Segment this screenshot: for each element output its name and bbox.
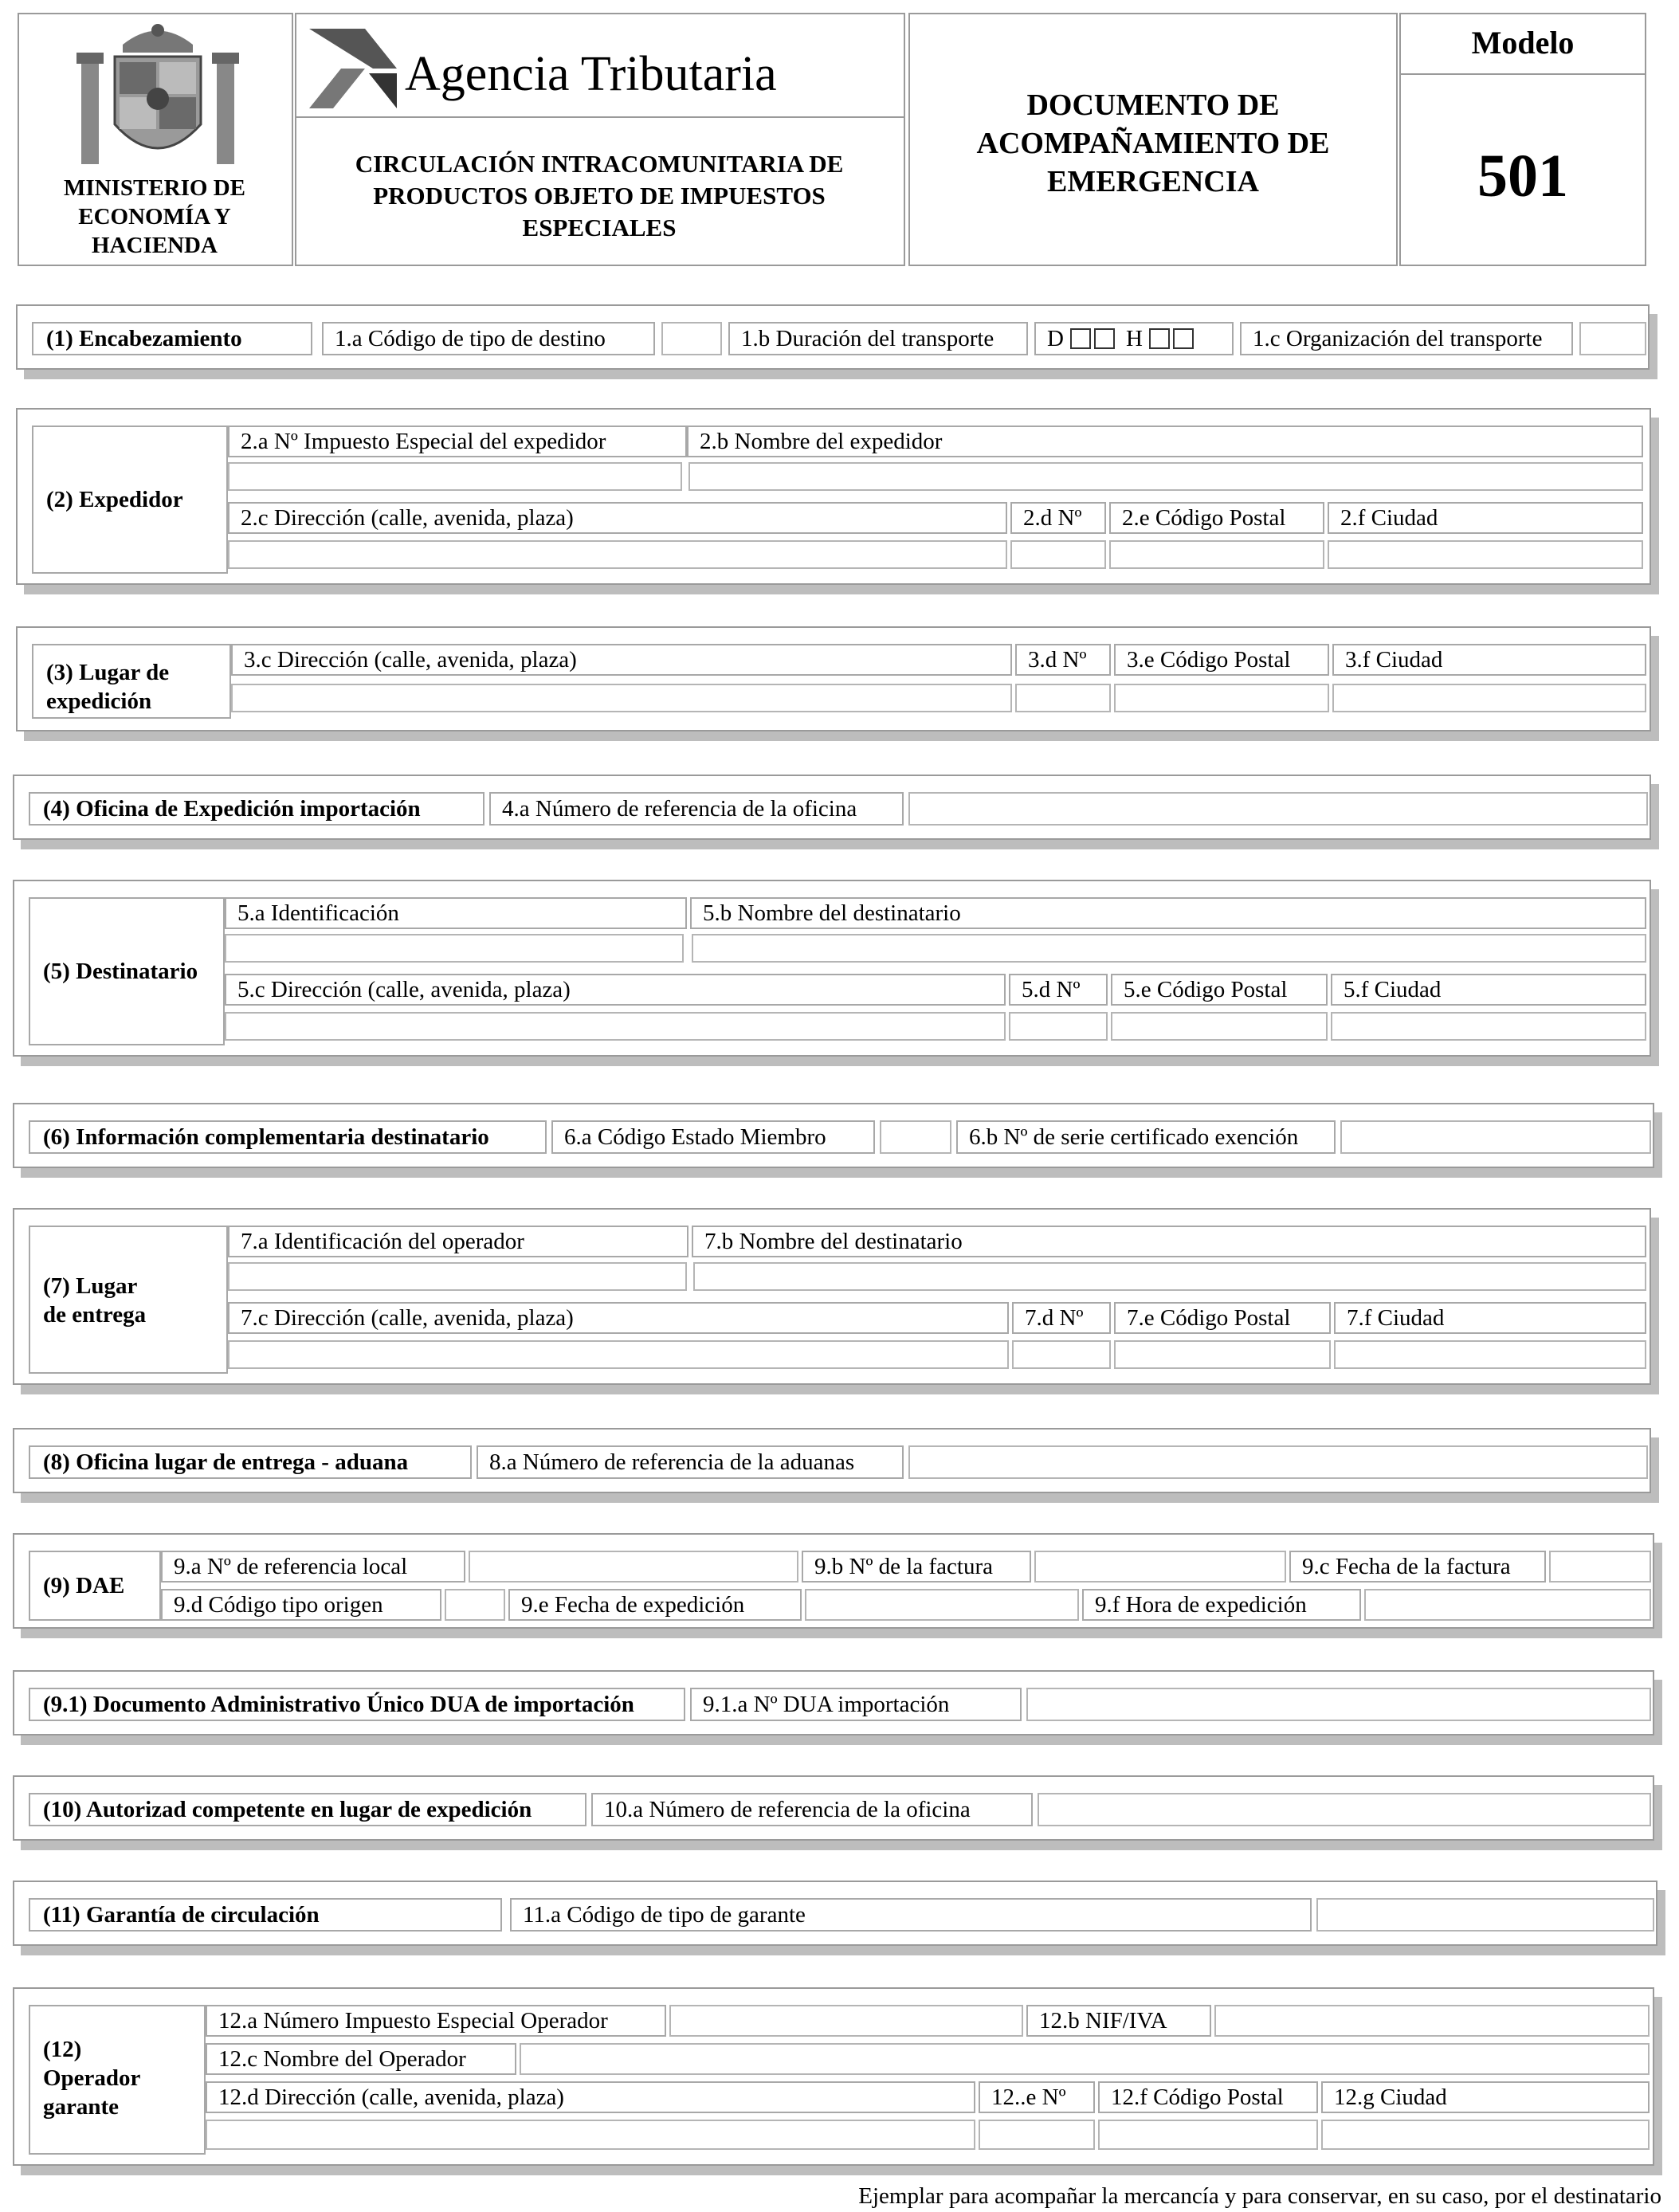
label-12g: 12.g Ciudad	[1321, 2081, 1650, 2113]
checkbox-dias-2[interactable]	[1094, 328, 1115, 349]
label-12a: 12.a Número Impuesto Especial Operador	[206, 2005, 666, 2037]
section-11-garantia	[13, 1881, 1657, 1946]
checkbox-horas-2[interactable]	[1173, 328, 1194, 349]
label-5b: 5.b Nombre del destinatario	[690, 897, 1646, 929]
label-5f: 5.f Ciudad	[1331, 974, 1646, 1006]
input-8a-referencia-aduanas[interactable]	[908, 1445, 1648, 1479]
input-2f-ciudad[interactable]	[1328, 540, 1643, 569]
input-5f-ciudad[interactable]	[1331, 1012, 1646, 1041]
modelo-divider	[1401, 73, 1645, 75]
input-5b-nombre-destinatario[interactable]	[692, 934, 1646, 963]
section-12-title	[29, 2005, 206, 2155]
section-3-title	[32, 644, 231, 719]
label-horas: H	[1125, 325, 1143, 351]
agency-name: Agencia Tributaria	[405, 47, 777, 101]
label-2d: 2.d Nº	[1010, 502, 1106, 534]
input-2a-impuesto-expedidor[interactable]	[228, 462, 682, 491]
input-7e-codigo-postal[interactable]	[1114, 1340, 1331, 1369]
footer-note: Ejemplar para acompañar la mercancía y para conservar, en su caso, por el destinatario	[858, 2183, 1661, 2209]
section-2-expedidor	[16, 408, 1651, 585]
label-3c: 3.c Dirección (calle, avenida, plaza)	[231, 644, 1012, 676]
label-6b: 6.b Nº de serie certificado exención	[956, 1120, 1336, 1154]
header-ministry-box	[18, 13, 293, 266]
label-12e: 12..e Nº	[979, 2081, 1095, 2113]
header-agency-box	[295, 13, 905, 266]
coat-of-arms-emblem	[75, 21, 241, 172]
input-2e-codigo-postal[interactable]	[1109, 540, 1324, 569]
input-12d-direccion[interactable]	[206, 2120, 975, 2150]
input-9a-referencia-local[interactable]	[469, 1551, 798, 1583]
label-10a: 10.a Número de referencia de la oficina	[591, 1793, 1033, 1826]
input-2d-numero[interactable]	[1010, 540, 1106, 569]
section-3-title-line2: expedición	[46, 688, 152, 714]
label-7a: 7.a Identificación del operador	[228, 1226, 688, 1257]
label-8a: 8.a Número de referencia de la aduanas	[477, 1445, 904, 1479]
label-6a: 6.a Código Estado Miembro	[551, 1120, 875, 1154]
section-4-oficina-expedicion	[13, 775, 1651, 840]
input-12a-impuesto-operador[interactable]	[669, 2005, 1023, 2037]
label-3d: 3.d Nº	[1015, 644, 1111, 676]
section-10-title: (10) Autorizad competente en lugar de expedición	[29, 1793, 586, 1826]
section-1-encabezamiento	[16, 304, 1650, 370]
label-7e: 7.e Código Postal	[1114, 1302, 1331, 1334]
label-12d: 12.d Dirección (calle, avenida, plaza)	[206, 2081, 975, 2113]
input-9e-fecha-expedicion[interactable]	[805, 1589, 1079, 1621]
label-9e: 9.e Fecha de expedición	[508, 1589, 802, 1621]
label-2a: 2.a Nº Impuesto Especial del expedidor	[228, 426, 687, 457]
agency-divider	[296, 116, 904, 118]
section-12-title-line1: (12)	[43, 2037, 82, 2062]
section-8-title: (8) Oficina lugar de entrega - aduana	[29, 1445, 472, 1479]
label-5d: 5.d Nº	[1009, 974, 1108, 1006]
header-modelo-box	[1399, 13, 1646, 266]
input-3d-numero[interactable]	[1015, 684, 1111, 712]
section-12-title-line2: Operador	[43, 2065, 141, 2091]
label-5e: 5.e Código Postal	[1111, 974, 1328, 1006]
label-12c: 12.c Nombre del Operador	[206, 2043, 516, 2075]
section-9-title-text: (9) DAE	[43, 1572, 125, 1598]
label-7d: 7.d Nº	[1012, 1302, 1111, 1334]
label-1a: 1.a Código de tipo de destino	[322, 322, 655, 355]
section-2-title	[32, 426, 228, 574]
input-5d-numero[interactable]	[1009, 1012, 1108, 1041]
input-12c-nombre-operador[interactable]	[520, 2043, 1650, 2075]
label-5c: 5.c Dirección (calle, avenida, plaza)	[225, 974, 1006, 1006]
input-6a-codigo-estado-miembro[interactable]	[880, 1120, 951, 1154]
input-12g-ciudad[interactable]	[1321, 2120, 1650, 2150]
input-9c-fecha-factura[interactable]	[1549, 1551, 1651, 1583]
label-9a: 9.a Nº de referencia local	[161, 1551, 465, 1583]
label-11a: 11.a Código de tipo de garante	[510, 1898, 1312, 1932]
section-7-title	[29, 1226, 228, 1374]
label-2e: 2.e Código Postal	[1109, 502, 1324, 534]
label-1b: 1.b Duración del transporte	[728, 322, 1028, 355]
checkbox-horas-1[interactable]	[1149, 328, 1170, 349]
section-2-title-text: (2) Expedidor	[46, 486, 183, 512]
label-9-1a: 9.1.a Nº DUA importación	[690, 1688, 1022, 1721]
input-12f-codigo-postal[interactable]	[1098, 2120, 1318, 2150]
duracion-checkbox-group	[1034, 322, 1234, 355]
label-9b: 9.b Nº de la factura	[802, 1551, 1031, 1583]
section-7-title-line2: de entrega	[43, 1302, 147, 1328]
label-1c: 1.c Organización del transporte	[1240, 322, 1573, 355]
input-7a-identificacion-operador[interactable]	[228, 1262, 687, 1291]
label-3f: 3.f Ciudad	[1332, 644, 1646, 676]
section-3-title-line1: (3) Lugar de	[46, 660, 170, 685]
input-1a-codigo-tipo-destino[interactable]	[661, 322, 722, 355]
label-9f: 9.f Hora de expedición	[1082, 1589, 1361, 1621]
procedure-subtitle: CIRCULACIÓN INTRACOMUNITARIA DE PRODUCTOS OBJETO DE IMPUESTOS ESPECIALES	[355, 150, 844, 241]
input-7d-numero[interactable]	[1012, 1340, 1111, 1369]
modelo-number: 501	[1477, 143, 1568, 210]
label-12f: 12.f Código Postal	[1098, 2081, 1318, 2113]
section-7-lugar-entrega	[13, 1208, 1651, 1385]
modelo-label: Modelo	[1471, 25, 1575, 61]
input-7c-direccion[interactable]	[228, 1340, 1009, 1369]
input-9-1a-dua-importacion[interactable]	[1026, 1688, 1651, 1721]
input-11a-tipo-garante[interactable]	[1316, 1898, 1654, 1932]
input-5c-direccion[interactable]	[225, 1012, 1006, 1041]
section-9-dae	[13, 1533, 1654, 1629]
input-3c-direccion[interactable]	[231, 684, 1012, 712]
input-9d-codigo-tipo-origen[interactable]	[445, 1589, 505, 1621]
section-8-oficina-entrega-aduana	[13, 1428, 1651, 1493]
section-4-title: (4) Oficina de Expedición importación	[29, 792, 484, 826]
input-10a-referencia-oficina[interactable]	[1038, 1793, 1651, 1826]
input-9b-numero-factura[interactable]	[1034, 1551, 1286, 1583]
input-7f-ciudad[interactable]	[1334, 1340, 1646, 1369]
input-3f-ciudad[interactable]	[1332, 684, 1646, 712]
section-7-title-line1: (7) Lugar	[43, 1273, 138, 1299]
section-1-title: (1) Encabezamiento	[32, 322, 312, 355]
section-6-info-complementaria	[13, 1103, 1654, 1168]
section-6-title: (6) Información complementaria destinatario	[29, 1120, 547, 1154]
input-5e-codigo-postal[interactable]	[1111, 1012, 1328, 1041]
label-9d: 9.d Código tipo origen	[161, 1589, 441, 1621]
input-9f-hora-expedicion[interactable]	[1364, 1589, 1651, 1621]
input-2c-direccion[interactable]	[228, 540, 1007, 569]
checkbox-dias-1[interactable]	[1070, 328, 1091, 349]
label-2c: 2.c Dirección (calle, avenida, plaza)	[228, 502, 1007, 534]
section-12-operador-garante	[13, 1987, 1654, 2166]
document-title: DOCUMENTO DE ACOMPAÑAMIENTO DE EMERGENCIA	[976, 88, 1330, 198]
label-12b: 12.b NIF/IVA	[1026, 2005, 1211, 2037]
input-2b-nombre-expedidor[interactable]	[688, 462, 1643, 491]
input-6b-serie-certificado[interactable]	[1340, 1120, 1651, 1154]
label-5a: 5.a Identificación	[225, 897, 687, 929]
agency-logo-icon	[309, 21, 397, 108]
section-5-title-text: (5) Destinatario	[43, 958, 198, 984]
header-doc-title-box	[908, 13, 1398, 266]
input-4a-referencia-oficina[interactable]	[908, 792, 1648, 826]
input-3e-codigo-postal[interactable]	[1114, 684, 1329, 712]
section-9-1-dua	[13, 1670, 1654, 1735]
input-7b-nombre-destinatario[interactable]	[693, 1262, 1646, 1291]
label-7b: 7.b Nombre del destinatario	[692, 1226, 1646, 1257]
input-12e-numero[interactable]	[979, 2120, 1095, 2150]
label-2f: 2.f Ciudad	[1328, 502, 1643, 534]
ministry-name: MINISTERIO DE ECONOMÍA Y HACIENDA	[63, 175, 246, 258]
label-3e: 3.e Código Postal	[1114, 644, 1329, 676]
label-dias: D	[1047, 325, 1064, 351]
section-10-autoridad-competente	[13, 1775, 1654, 1841]
section-9-title	[29, 1551, 161, 1621]
label-7f: 7.f Ciudad	[1334, 1302, 1646, 1334]
label-9c: 9.c Fecha de la factura	[1289, 1551, 1546, 1583]
section-3-lugar-expedicion	[16, 626, 1651, 731]
section-5-title	[29, 897, 225, 1045]
input-1c-organizacion-transporte[interactable]	[1579, 322, 1646, 355]
label-2b: 2.b Nombre del expedidor	[687, 426, 1643, 457]
label-7c: 7.c Dirección (calle, avenida, plaza)	[228, 1302, 1009, 1334]
section-12-title-line3: garante	[43, 2094, 120, 2120]
input-5a-identificacion[interactable]	[225, 934, 684, 963]
label-4a: 4.a Número de referencia de la oficina	[489, 792, 904, 826]
input-12b-nif-iva[interactable]	[1214, 2005, 1650, 2037]
section-5-destinatario	[13, 880, 1651, 1057]
section-9-1-title: (9.1) Documento Administrativo Único DUA de importación	[29, 1688, 685, 1721]
section-11-title: (11) Garantía de circulación	[29, 1898, 502, 1932]
